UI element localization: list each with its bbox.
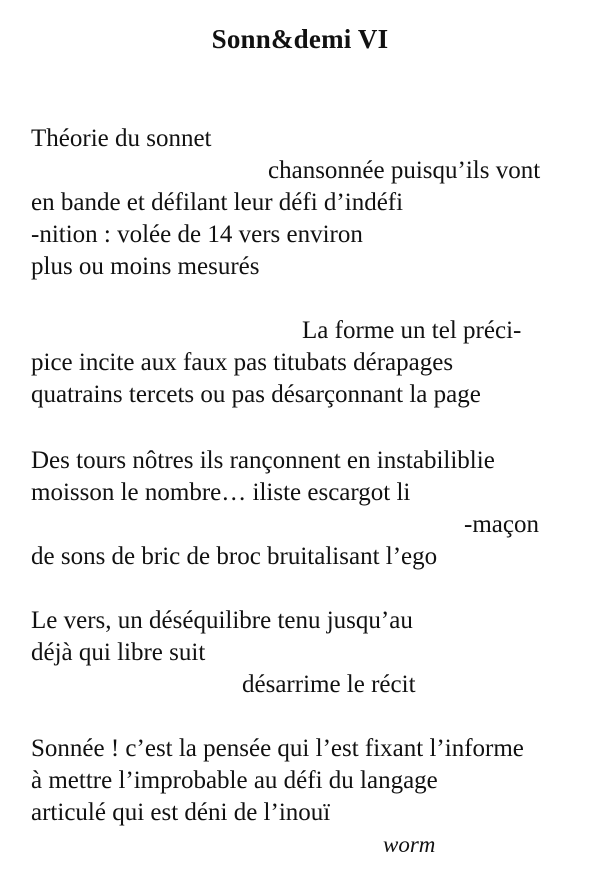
poem-line: La forme un tel préci- bbox=[302, 317, 522, 344]
poem-line: Des tours nôtres ils rançonnent en instabiliblie bbox=[31, 447, 495, 474]
poem-line: désarrime le récit bbox=[242, 671, 416, 698]
poem-line: pice incite aux faux pas titubats dérapages bbox=[31, 349, 454, 376]
poem-line: -nition : volée de 14 vers environ bbox=[31, 221, 363, 248]
poem-title: Sonn&demi VI bbox=[211, 24, 389, 54]
poem-line: moisson le nombre… iliste escargot li bbox=[31, 479, 411, 506]
poem-line: chansonnée puisqu’ils vont bbox=[268, 157, 541, 184]
poem-line: de sons de bric de broc bruitalisant l’ego bbox=[31, 543, 438, 570]
poem-line: plus ou moins mesurés bbox=[31, 253, 260, 280]
poem-line: -maçon bbox=[464, 511, 539, 538]
poem-line: Théorie du sonnet bbox=[31, 125, 212, 152]
poem-line: Sonnée ! c’est la pensée qui l’est fixant l’informe bbox=[31, 735, 524, 762]
author-signature: worm bbox=[383, 832, 436, 857]
poem-line: en bande et défilant leur défi d’indéfi bbox=[31, 189, 404, 216]
poem-line: quatrains tercets ou pas désarçonnant la page bbox=[31, 381, 481, 408]
poem-line: articulé qui est déni de l’inouï bbox=[31, 799, 331, 826]
poem-line: à mettre l’improbable au défi du langage bbox=[31, 767, 438, 794]
poem-line: Le vers, un déséquilibre tenu jusqu’au bbox=[31, 607, 413, 634]
poem-line: déjà qui libre suit bbox=[31, 639, 206, 666]
